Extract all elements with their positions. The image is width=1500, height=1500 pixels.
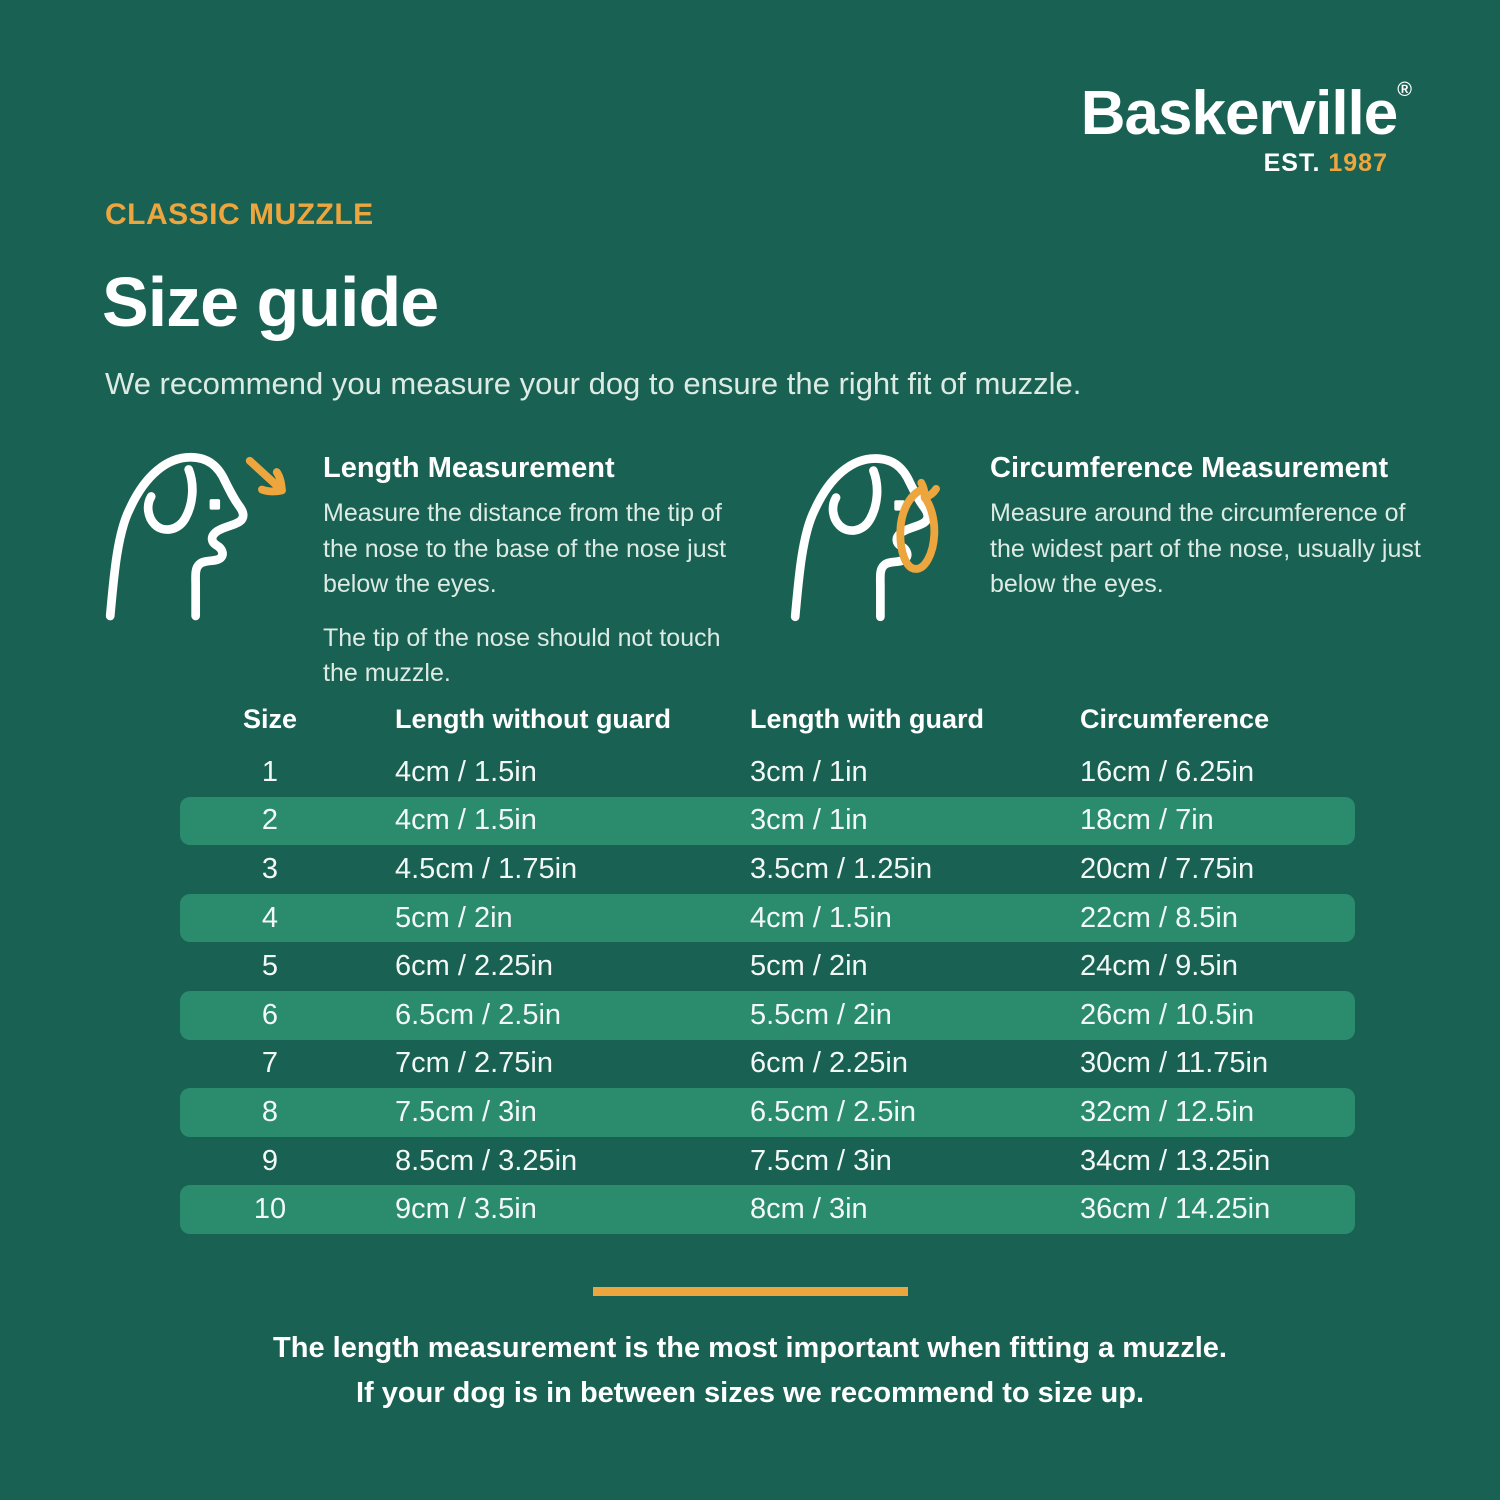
size-cell: 3 bbox=[261, 852, 279, 885]
size-cell: 4 bbox=[261, 901, 279, 934]
length-with-guard-cell: 5cm / 2in bbox=[750, 950, 868, 983]
length-with-guard-cell: 4cm / 1.5in bbox=[750, 901, 892, 934]
length-without-guard-cell: 5cm / 2in bbox=[395, 901, 513, 934]
length-without-guard-cell: 4cm / 1.5in bbox=[395, 755, 537, 788]
col-header-length-with-guard: Length with guard bbox=[750, 703, 984, 734]
registered-trademark-icon: ® bbox=[1397, 79, 1412, 101]
circumference-cell: 18cm / 7in bbox=[1080, 804, 1214, 837]
brand-logo bbox=[1081, 80, 1412, 176]
size-cell: 2 bbox=[261, 804, 279, 837]
size-cell: 9 bbox=[261, 1144, 279, 1177]
circumference-cell: 26cm / 10.5in bbox=[1080, 998, 1255, 1031]
length-with-guard-cell: 6.5cm / 2.5in bbox=[750, 1095, 917, 1128]
col-header-size: Size bbox=[242, 703, 298, 734]
length-measurement-text-2: The tip of the nose should not touch the muzzle. bbox=[323, 623, 721, 687]
circumference-measurement-text: Measure around the circumference of the widest part of the nose, usually just below the eyes. bbox=[990, 499, 1421, 598]
length-measurement-section bbox=[323, 452, 753, 692]
footer-note bbox=[0, 1326, 1500, 1416]
page-subtitle: We recommend you measure your dog to ensure the right fit of muzzle. bbox=[105, 366, 1082, 401]
size-cell: 1 bbox=[261, 755, 279, 788]
col-header-length-without-guard: Length without guard bbox=[395, 703, 671, 734]
size-cell: 5 bbox=[261, 950, 279, 983]
size-cell: 6 bbox=[261, 998, 279, 1031]
circumference-cell: 24cm / 9.5in bbox=[1080, 950, 1238, 983]
length-with-guard-cell: 7.5cm / 3in bbox=[750, 1144, 892, 1177]
length-without-guard-cell: 4.5cm / 1.75in bbox=[395, 852, 578, 885]
table-row bbox=[180, 1040, 1355, 1089]
circumference-cell: 36cm / 14.25in bbox=[1080, 1193, 1271, 1226]
length-measurement-text-1: Measure the distance from the tip of the nose to the base of the nose just below the eyes. bbox=[323, 499, 727, 598]
circumference-measurement-section bbox=[990, 452, 1440, 603]
length-without-guard-cell: 9cm / 3.5in bbox=[395, 1193, 537, 1226]
footer-divider bbox=[593, 1287, 908, 1296]
footer-line-1: The length measurement is the most important when fitting a muzzle. bbox=[273, 1332, 1227, 1364]
size-cell: 7 bbox=[261, 1047, 279, 1080]
length-without-guard-cell: 6.5cm / 2.5in bbox=[395, 998, 562, 1031]
length-with-guard-cell: 3.5cm / 1.25in bbox=[750, 852, 933, 885]
table-row bbox=[180, 845, 1355, 894]
est-year: 1987 bbox=[1328, 149, 1388, 177]
length-without-guard-cell: 6cm / 2.25in bbox=[395, 950, 553, 983]
est-label: EST. bbox=[1263, 149, 1321, 177]
footer-line-2: If your dog is in between sizes we recommend to size up. bbox=[356, 1376, 1144, 1409]
product-line-label: CLASSIC MUZZLE bbox=[105, 198, 374, 231]
length-without-guard-cell: 8.5cm / 3.25in bbox=[395, 1144, 578, 1177]
brand-name bbox=[1080, 79, 1412, 148]
length-with-guard-cell: 6cm / 2.25in bbox=[750, 1047, 908, 1080]
col-header-circumference: Circumference bbox=[1080, 703, 1270, 734]
table-row bbox=[180, 894, 1355, 943]
dog-head-length-arrow-icon bbox=[98, 446, 316, 622]
circumference-cell: 32cm / 12.5in bbox=[1080, 1095, 1255, 1128]
table-row bbox=[180, 1088, 1355, 1137]
length-measurement-title: Length Measurement bbox=[323, 452, 615, 484]
size-table-header bbox=[180, 690, 1355, 748]
circumference-cell: 16cm / 6.25in bbox=[1080, 755, 1255, 788]
length-with-guard-cell: 3cm / 1in bbox=[750, 804, 868, 837]
page-title: Size guide bbox=[102, 263, 439, 341]
table-row bbox=[180, 748, 1355, 797]
circumference-cell: 22cm / 8.5in bbox=[1080, 901, 1238, 934]
dog-head-circumference-loop-icon bbox=[783, 448, 983, 622]
length-without-guard-cell: 4cm / 1.5in bbox=[395, 804, 537, 837]
circumference-cell: 30cm / 11.75in bbox=[1080, 1047, 1269, 1080]
length-without-guard-cell: 7cm / 2.75in bbox=[395, 1047, 553, 1080]
circumference-measurement-title: Circumference Measurement bbox=[990, 452, 1389, 484]
length-without-guard-cell: 7.5cm / 3in bbox=[395, 1095, 537, 1128]
table-row bbox=[180, 1137, 1355, 1186]
table-row bbox=[180, 991, 1355, 1040]
size-cell: 10 bbox=[253, 1193, 287, 1226]
circumference-cell: 34cm / 13.25in bbox=[1080, 1144, 1271, 1177]
table-row bbox=[180, 797, 1355, 846]
table-row bbox=[180, 942, 1355, 991]
table-row bbox=[180, 1185, 1355, 1234]
circumference-cell: 20cm / 7.75in bbox=[1080, 852, 1255, 885]
length-with-guard-cell: 5.5cm / 2in bbox=[750, 998, 892, 1031]
brand-name-text: Baskerville bbox=[1080, 79, 1398, 148]
length-with-guard-cell: 8cm / 3in bbox=[750, 1193, 868, 1226]
size-table-body bbox=[180, 748, 1355, 1234]
size-table bbox=[180, 690, 1355, 1234]
size-cell: 8 bbox=[261, 1095, 279, 1128]
length-with-guard-cell: 3cm / 1in bbox=[750, 755, 868, 788]
brand-established bbox=[1081, 151, 1388, 176]
